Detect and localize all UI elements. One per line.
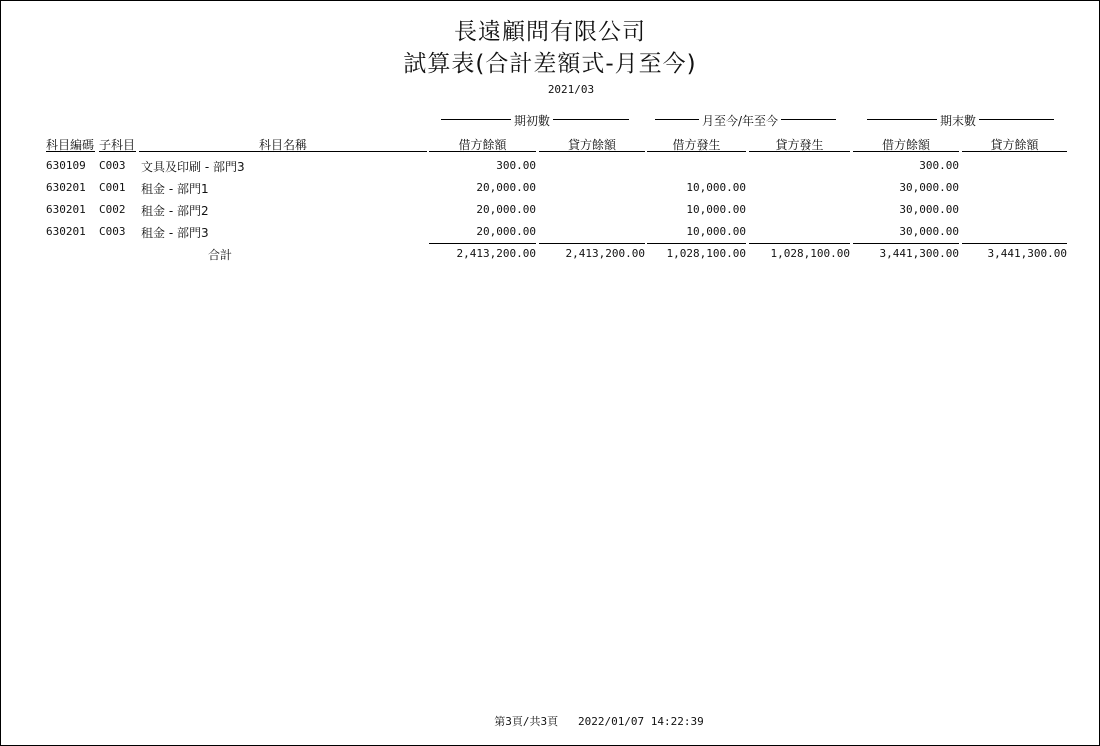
group-closing — [867, 112, 1054, 126]
totals-rule — [429, 243, 536, 244]
header-underline — [647, 151, 746, 152]
row-sub-account: C001 — [99, 181, 126, 194]
group-opening — [441, 112, 629, 126]
totals-rule — [539, 243, 645, 244]
row-opening-debit: 300.00 — [496, 159, 536, 172]
header-underline — [539, 151, 645, 152]
row-opening-debit: 20,000.00 — [476, 181, 536, 194]
header-opening-debit: 借方餘額 — [458, 138, 507, 152]
row-account-name: 租金 - 部門1 — [141, 182, 209, 196]
row-account-name: 租金 - 部門2 — [141, 204, 209, 218]
row-closing-debit: 300.00 — [919, 159, 959, 172]
group-mtd-ytd — [655, 112, 836, 126]
row-opening-debit: 20,000.00 — [476, 225, 536, 238]
header-underline — [99, 151, 136, 152]
row-period-debit: 10,000.00 — [686, 203, 746, 216]
totals-rule — [749, 243, 850, 244]
page-number: 第3頁/共3頁 — [494, 715, 559, 728]
row-closing-debit: 30,000.00 — [899, 181, 959, 194]
totals-rule — [647, 243, 746, 244]
group-mtd-ytd-label: 月至今/年至今 — [699, 112, 781, 129]
row-account-name: 租金 - 部門3 — [141, 226, 209, 240]
totals-label: 合計 — [208, 248, 233, 262]
group-opening-label: 期初數 — [511, 112, 553, 129]
total-opening-credit: 2,413,200.00 — [565, 247, 645, 260]
header-closing-debit: 借方餘額 — [881, 138, 930, 152]
header-period-debit: 借方發生 — [672, 138, 721, 152]
company-name: 長遠顧問有限公司 — [454, 19, 646, 45]
row-account-name: 文具及印刷 - 部門3 — [141, 160, 245, 174]
print-timestamp: 2022/01/07 14:22:39 — [577, 715, 704, 728]
total-closing-debit: 3,441,300.00 — [879, 247, 959, 260]
row-sub-account: C003 — [99, 159, 126, 172]
total-closing-credit: 3,441,300.00 — [987, 247, 1067, 260]
row-sub-account: C002 — [99, 203, 126, 216]
total-opening-debit: 2,413,200.00 — [456, 247, 536, 260]
header-underline — [853, 151, 959, 152]
header-underline — [962, 151, 1067, 152]
report-period: 2021/03 — [547, 83, 595, 96]
header-sub-account: 子科目 — [99, 138, 136, 152]
header-underline — [46, 151, 95, 152]
header-period-credit: 貸方發生 — [775, 138, 824, 152]
header-account-name: 科目名稱 — [258, 138, 307, 152]
header-account-code: 科目編碼 — [46, 138, 95, 152]
row-period-debit: 10,000.00 — [686, 225, 746, 238]
row-opening-debit: 20,000.00 — [476, 203, 536, 216]
row-period-debit: 10,000.00 — [686, 181, 746, 194]
totals-rule — [962, 243, 1067, 244]
row-account-code: 630201 — [46, 203, 86, 216]
row-closing-debit: 30,000.00 — [899, 203, 959, 216]
total-period-debit: 1,028,100.00 — [666, 247, 746, 260]
row-account-code: 630201 — [46, 181, 86, 194]
totals-rule — [853, 243, 959, 244]
header-opening-credit: 貸方餘額 — [567, 138, 616, 152]
group-closing-label: 期末數 — [937, 112, 979, 129]
report-title: 試算表(合計差額式-月至今) — [403, 51, 697, 77]
row-sub-account: C003 — [99, 225, 126, 238]
total-period-credit: 1,028,100.00 — [770, 247, 850, 260]
header-underline — [139, 151, 427, 152]
row-account-code: 630201 — [46, 225, 86, 238]
row-account-code: 630109 — [46, 159, 86, 172]
header-closing-credit: 貸方餘額 — [990, 138, 1039, 152]
page-footer — [1, 713, 1100, 729]
row-closing-debit: 30,000.00 — [899, 225, 959, 238]
header-underline — [429, 151, 536, 152]
header-underline — [749, 151, 850, 152]
